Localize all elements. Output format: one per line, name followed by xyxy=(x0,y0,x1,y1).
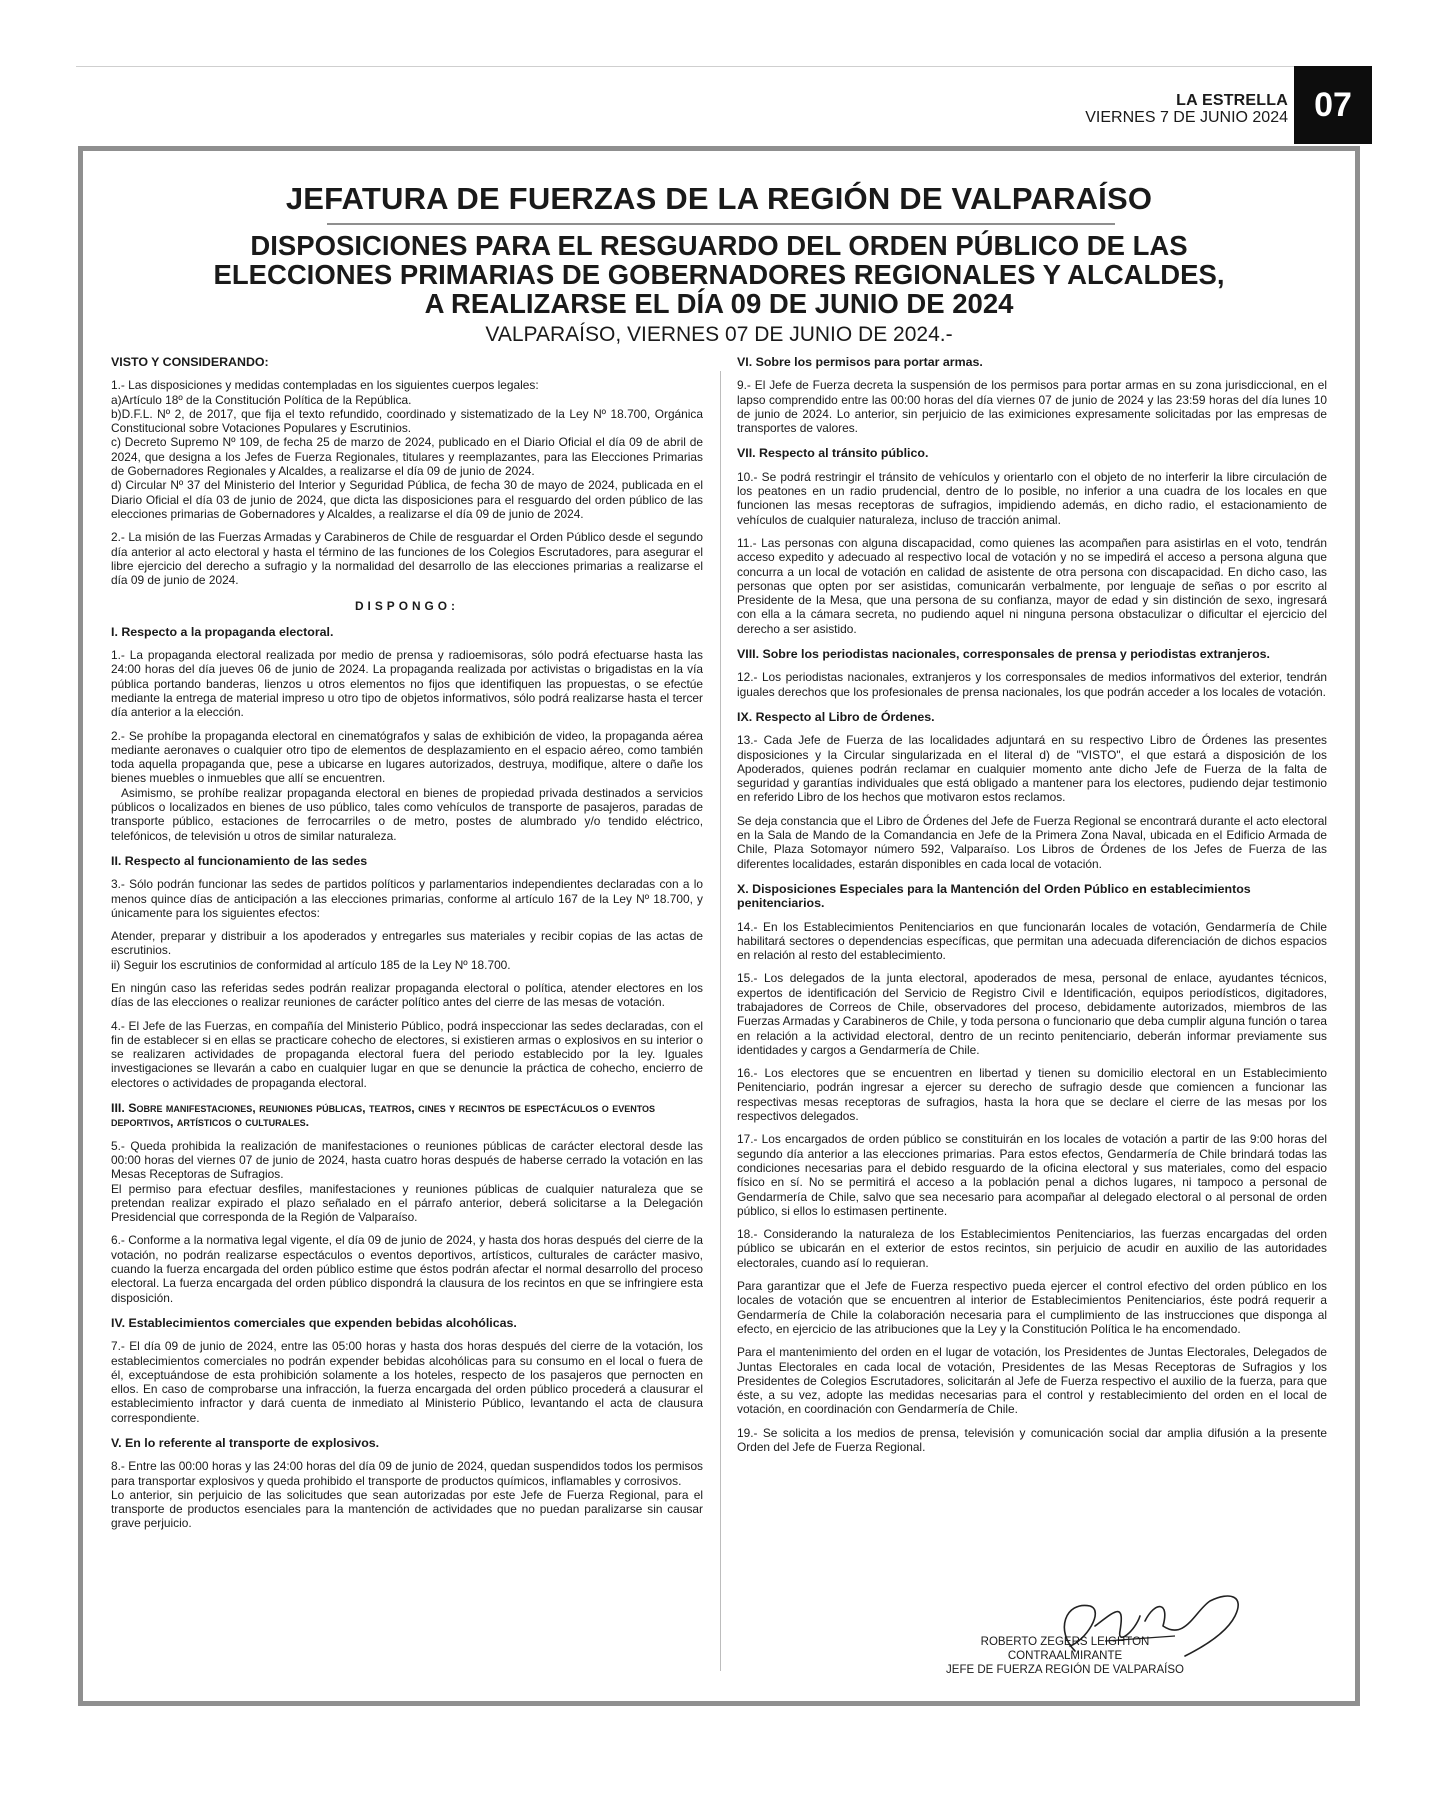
paragraph: 10.- Se podrá restringir el tránsito de vehículos y orientarlo con el objeto de no interferir la libre circulación de los peatones en un radio prudencial, dentro de lo posible, no inferior a una cuadra de los locales en que funcionen las mesas receptoras de sufragios, impidiendo además, en dicho radio, el estacionamiento de vehículos de cualquier naturaleza, incluso de tracción animal. xyxy=(737,469,1327,527)
paragraph: Atender, preparar y distribuir a los apoderados y entregarles sus materiales y recibir copias de las actas de escrutinios. ii) Seguir los escrutinios de conformidad al artículo 185 de la Ley Nº 18.700. xyxy=(111,929,703,972)
section-heading: IV. Establecimientos comerciales que expenden bebidas alcohólicas. xyxy=(111,1315,517,1330)
title-line: A REALIZARSE EL DÍA 09 DE JUNIO DE 2024 xyxy=(424,288,1014,319)
paragraph: 13.- Cada Jefe de Fuerza de las localidades adjuntará en su respectivo Libro de Órdenes las presentes disposiciones y la Circular singularizada en el literal d) de "VISTO", el que estará a disposición de los Apoderados, quienes podrán reclamar en cualquier momento ante dicho Jefe de Fuerza de la falta de seguridad y garantías individuales que está obligado a mantener para los electores, pudiendo dejar testimonio en referido Libro de los hechos que motivaron estos reclamos. xyxy=(737,733,1327,805)
paragraph: 11.- Las personas con alguna discapacidad, como quienes las acompañen para asistirlas en el voto, tendrán acceso expedito y adecuado al respectivo local de votación y no se impedirá el acceso a persona alguna que concurra a un local de votación en calidad de asistente de otra persona con discapacidad. En dicho caso, las personas que opten por ser asistidas, comunicarán verbalmente, por lenguaje de señas o por escrito al Presidente de la Mesa, que una persona de su confianza, mayor de edad y sin distinción de sexo, ingresará con ella a la cámara secreta, no pudiendo aquel ni ninguna persona obstaculizar o dificultar el ejercicio del derecho a ser asistido. xyxy=(737,535,1327,636)
paragraph: 12.- Los periodistas nacionales, extranjeros y los corresponsales de medios informativos del exterior, tendrán iguales derechos que los profesionales de prensa nacionales, los que podrán acceder a los locales de votación. xyxy=(737,670,1327,699)
signatory-rank: CONTRAALMIRANTE xyxy=(1007,1650,1123,1662)
paragraph: 14.- En los Establecimientos Penitenciarios en que funcionarán locales de votación, Gendarmería de Chile habilitará sectores o dependencias específicas, que permitan una adecuada diferenciación de dichos espacios en relación al resto del establecimiento. xyxy=(737,919,1327,963)
paragraph: En ningún caso las referidas sedes podrán realizar propaganda electoral o política, atender electores en los días de las elecciones o realizar reuniones de carácter político antes del cierre de las mesas de votación. xyxy=(111,980,703,1010)
paragraph: Lo anterior, sin perjuicio de las solicitudes que sean autorizadas por este Jefe de Fuerza Regional, para el transporte de productos esenciales para la mantención de actividades que no puedan paralizarse sin causar grave perjuicio. xyxy=(111,1487,703,1531)
column-divider xyxy=(720,371,721,1671)
left-column xyxy=(111,355,703,1531)
section-heading: VII. Respecto al tránsito público. xyxy=(737,446,929,461)
notice-title xyxy=(163,231,1275,318)
title-line: DISPOSICIONES PARA EL RESGUARDO DEL ORDEN PÚBLICO DE LAS xyxy=(250,230,1188,261)
section-heading: VISTO Y CONSIDERANDO: xyxy=(111,355,269,369)
paragraph: Para el mantenimiento del orden en el lugar de votación, los Presidentes de Juntas Electorales, Delegados de Juntas Electorales en cada local de votación, Presidentes de las Mesas Receptoras de Sufragios y los Presidentes de Colegios Escrutadores, solicitarán al Jefe de Fuerza respectivo el auxilio de la fuerza, para que éste, a su vez, adopte las medidas necesarias para el control y restablecimiento del orden en el local de votación, en coordinación con Gendarmería de Chile. xyxy=(737,1345,1327,1417)
paragraph: 4.- El Jefe de las Fuerzas, en compañía del Ministerio Público, podrá inspeccionar las sedes declaradas, con el fin de establecer si en ellas se practicare cohecho de electores, si existieren armas o explosivos en su interior o se realizaren actividades de propaganda electoral fuera del periodo establecido por la ley. Iguales investigaciones se llevarán a cabo en cualquier lugar en que se denuncie la práctica de cohecho, encierro de electores o actividades de propaganda electoral. xyxy=(111,1018,703,1090)
section-heading: I. Respecto a la propaganda electoral. xyxy=(111,624,334,639)
notice-frame xyxy=(78,146,1360,1706)
issue-date: VIERNES 7 DE JUNIO 2024 xyxy=(1085,109,1288,126)
paragraph: 3.- Sólo podrán funcionar las sedes de partidos políticos y parlamentarios independientes declaradas con a lo menos quince días de anticipación a las elecciones primarias, conforme al artículo 167 de la Ley Nº 18.700, y únicamente para los siguientes efectos: xyxy=(111,877,703,920)
dispongo-heading: DISPONGO: xyxy=(354,599,460,614)
paragraph: 8.- Entre las 00:00 horas y las 24:00 horas del día 09 de junio de 2024, quedan suspendidos todos los permisos para transportar explosivos y queda prohibido el transporte de productos químicos, inflamables y corrosivos. xyxy=(111,1459,703,1488)
paragraph: Asimismo, se prohíbe realizar propaganda electoral en bienes de propiedad privada destinados a servicios públicos o localizados en bienes de uso público, tales como vehículos de transporte de pasajeros, paradas de transporte público, estaciones de ferrocarriles o de metro, postes de alumbrado y/o tendido eléctrico, telefónicos, de televisión u otros de similar naturaleza. xyxy=(111,785,703,843)
section-heading: V. En lo referente al transporte de explosivos. xyxy=(111,1436,380,1450)
heading-rule xyxy=(327,223,1115,225)
signature-block xyxy=(935,1635,1195,1677)
paragraph: Se deja constancia que el Libro de Órdenes del Jefe de Fuerza Regional se encontrará durante el acto electoral en la Sala de Mando de la Comandancia en Jefe de la Primera Zona Naval, ubicada en el Edificio Armada de Chile, Plaza Sotomayor número 592, Valparaíso. Los Libros de Órdenes de los Jefes de Fuerza de las diferentes localidades, estarán disponibles en cada local de votación. xyxy=(737,813,1327,871)
top-rule xyxy=(76,66,1368,67)
paragraph: 15.- Los delegados de la junta electoral, apoderados de mesa, personal de enlace, ayudantes técnicos, expertos de identificación del Servicio de Registro Civil e Identificación, equipos periodísticos, digitadores, trabajadores de Correos de Chile, observadores del proceso, debidamente autorizados, miembros de las Fuerzas Armadas y Carabineros de Chile, y toda persona o funcionario que deba cumplir alguna función o tarea en relación a la actividad electoral, dentro de un recinto penitenciario, deberán informar previamente sus identidades y cargos a Gendarmería de Chile. xyxy=(737,971,1327,1057)
paragraph: 2.- La misión de las Fuerzas Armadas y Carabineros de Chile de resguardar el Orden Público desde el segundo día anterior al acto electoral y hasta el término de las funciones de los Colegios Escrutadores, para asegurar el libre ejercicio del derecho a sufragio y la normalidad del desarrollo de las elecciones primarias a realizarse el día 09 de junio de 2024. xyxy=(111,530,703,588)
right-column xyxy=(737,355,1327,1454)
newspaper-name: LA ESTRELLA xyxy=(1176,92,1288,109)
institution-heading: JEFATURA DE FUERZAS DE LA REGIÓN DE VALPARAÍSO xyxy=(285,181,1153,216)
paragraph: 16.- Los electores que se encuentren en libertad y tienen su domicilio electoral en un Establecimiento Penitenciario, podrán ingresar a ejercer su derecho de sufragio desde que comiencen a funcionar las respectivas mesas receptoras de sufragios, hasta la hora que se declare el cierre de las mesas por los respectivos delegados. xyxy=(737,1066,1327,1124)
signatory-role: JEFE DE FUERZA REGIÓN DE VALPARAÍSO xyxy=(946,1664,1184,1676)
paragraph: 1.- Las disposiciones y medidas contempladas en los siguientes cuerpos legales: a)Artículo 18º de la Constitución Política de la República. b)D.F.L. Nº 2, de 2017, que fija el texto refundido, coordinado y sistematizado de la Ley Nº 18.700, Orgánica Constitucional sobre Votaciones Populares y Escrutinios. c) Decreto Supremo Nº 109, de fecha 25 de marzo de 2024, publicado en el Diario Oficial el día 09 de abril de 2024, que designa a los Jefes de Fuerza Regionales, titulares y reemplazantes, para las Elecciones Primarias de Gobernadores Regionales y Alcaldes, a realizarse el día 09 de junio de 2024. d) Circular Nº 37 del Ministerio del Interior y Seguridad Pública, de fecha 30 de mayo de 2024, publicada en el Diario Oficial el día 03 de junio de 2024, que dicta las disposiciones para el resguardo del orden público de las elecciones primarias de Gobernadores y Alcaldes, a realizarse el día 09 de junio de 2024. xyxy=(111,378,703,521)
signatory-name: ROBERTO ZEGERS LEIGHTON xyxy=(980,1636,1150,1648)
masthead xyxy=(1085,92,1288,126)
paragraph: 19.- Se solicita a los medios de prensa, televisión y comunicación social dar amplia difusión a la presente Orden del Jefe de Fuerza Regional. xyxy=(737,1425,1327,1454)
page-number: 07 xyxy=(1294,66,1372,144)
section-heading: II. Respecto al funcionamiento de las sedes xyxy=(111,853,368,868)
paragraph: 9.- El Jefe de Fuerza decreta la suspensión de los permisos para portar armas en su zona jurisdiccional, en el lapso comprendido entre las 00:00 horas del día viernes 07 de junio de 2024 y las 23:59 horas del día lunes 10 de junio de 2024. Lo anterior, sin perjuicio de las eximiciones expresamente solicitadas por las empresas de transportes de valores. xyxy=(737,378,1327,436)
paragraph: Para garantizar que el Jefe de Fuerza respectivo pueda ejercer el control efectivo del orden público en los locales de votación que se encuentren al interior de Establecimientos Penitenciarios, éste podrá requerir a Gendarmería de Chile la colaboración necesaria para el cumplimiento de las instrucciones que disponga al efecto, en ejercicio de las atribuciones que la Ley y la Constitución Política le ha encomendado. xyxy=(737,1279,1327,1336)
section-heading: VIII. Sobre los periodistas nacionales, corresponsales de prensa y periodistas extranjeros. xyxy=(737,647,1271,662)
section-heading: X. Disposiciones Especiales para la Mantención del Orden Público en establecimientos penitenciarios. xyxy=(737,881,1251,911)
paragraph: 17.- Los encargados de orden público se constituirán en los locales de votación a partir de las 9:00 horas del segundo día anterior a las elecciones primarias. Para estos efectos, Gendarmería de Chile brindará todas las condiciones necesarias para el debido resguardo de la oficina electoral y sus materiales, como del espacio físico en sí. No se permitirá el acceso a la población penal a dichos lugares, ni tampoco a personal de Gendarmería de Chile, salvo que sea necesario para acompañar al delegado electoral o al personal de orden público, si ellos lo estimasen pertinente. xyxy=(737,1132,1327,1218)
paragraph: El permiso para efectuar desfiles, manifestaciones y reuniones públicas de cualquier naturaleza que se pretendan realizar expirado el plazo señalado en el párrafo anterior, deberá solicitarse a la Delegación Presidencial que corresponda de la Región de Valparaíso. xyxy=(111,1181,703,1225)
paragraph: 5.- Queda prohibida la realización de manifestaciones o reuniones públicas de carácter electoral desde las 00:00 horas del viernes 07 de junio de 2024, hasta cuatro horas después de haberse cerrado la votación en las Mesas Receptoras de Sufragios. xyxy=(111,1138,703,1182)
title-line: ELECCIONES PRIMARIAS DE GOBERNADORES REGIONALES Y ALCALDES, xyxy=(213,259,1225,290)
section-heading: IX. Respecto al Libro de Órdenes. xyxy=(737,709,935,724)
paragraph: 1.- La propaganda electoral realizada por medio de prensa y radioemisoras, sólo podrá efectuarse hasta las 24:00 horas del día jueves 06 de junio de 2024. La propaganda realizada por activistas o brigadistas en la vía pública portando banderas, lienzos u otros elementos no fijos que identifiquen las propuestas, o se efectúe mediante la entrega de material impreso u otro tipo de objetos informativos, sólo podrá realizarse hasta el tercer día anterior a la elección. xyxy=(111,648,703,720)
section-heading: III. Sobre manifestaciones, reuniones públicas, teatros, cines y recintos de espectáculos o eventos deportivos, artísticos o culturales. xyxy=(111,1101,656,1130)
paragraph: 18.- Considerando la naturaleza de los Establecimientos Penitenciarios, las fuerzas encargadas del orden público se ubicarán en el exterior de estos recintos, sin perjuicio de acudir en auxilio de las autoridades electorales, cuando así lo requieran. xyxy=(737,1227,1327,1270)
paragraph: 6.- Conforme a la normativa legal vigente, el día 09 de junio de 2024, y hasta dos horas después del cierre de la votación, no podrán realizarse espectáculos o eventos deportivos, artísticos, culturales de carácter masivo, cuando la fuerza encargada del orden público estime que éstos podrán afectar el normal desarrollo del proceso electoral. La fuerza encargada del orden público dispondrá la clausura de los recintos en que se infringiere esta disposición. xyxy=(111,1233,703,1305)
place-date: VALPARAÍSO, VIERNES 07 DE JUNIO DE 2024.- xyxy=(485,323,953,346)
section-heading: VI. Sobre los permisos para portar armas. xyxy=(737,355,983,369)
paragraph: 7.- El día 09 de junio de 2024, entre las 05:00 horas y hasta dos horas después del cierre de la votación, los establecimientos comerciales no podrán expender bebidas alcohólicas para su consumo en el local o fuera de él, exceptuándose de esta prohibición solamente a los hoteles, respecto de los pasajeros que pernocten en ellos. En caso de comprobarse una infracción, la fuerza encargada del orden público procederá a clausurar el establecimiento infractor y dará cuenta de inmediato al Ministerio Público, levantando el acta de clausura correspondiente. xyxy=(111,1339,703,1425)
paragraph: 2.- Se prohíbe la propaganda electoral en cinematógrafos y salas de exhibición de video, la propaganda aérea mediante aeronaves o cualquier otro tipo de elementos de desplazamiento en el espacio aéreo, como también toda aquella propaganda que, pese a ubicarse en lugares autorizados, destruya, modifique, altere o dañe los bienes muebles o inmuebles que allí se encuentren. xyxy=(111,728,703,786)
